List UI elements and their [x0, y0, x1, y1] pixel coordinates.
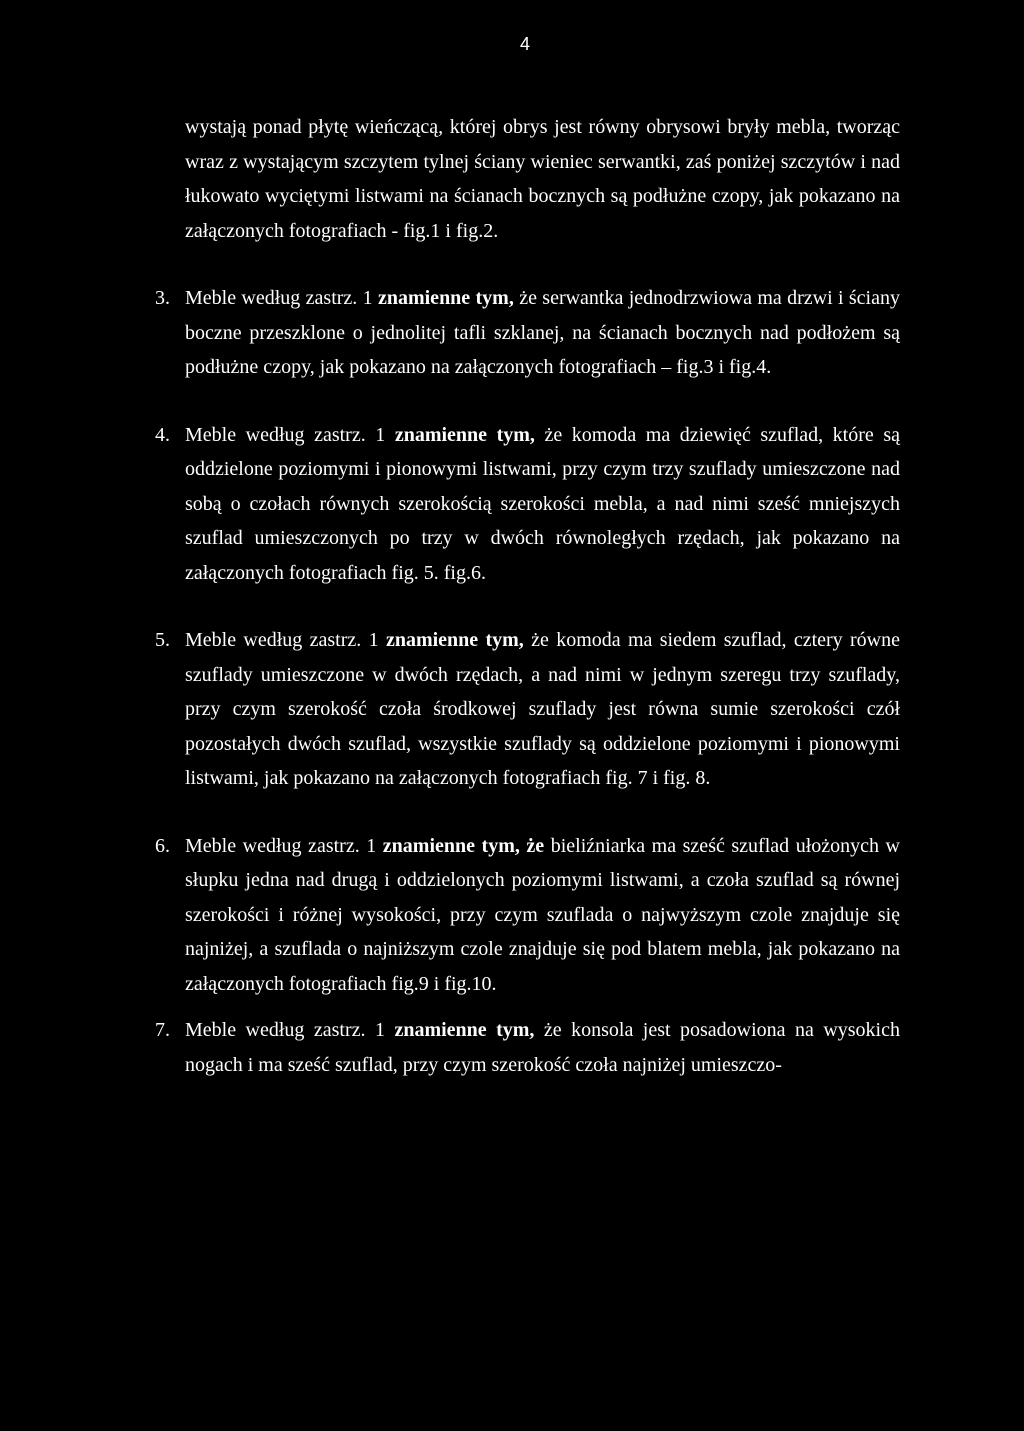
claim-emphasis: znamienne tym,: [394, 1019, 535, 1041]
claim-emphasis: znamienne tym,: [394, 423, 535, 446]
claim-text: że serwantka jednodrzwiowa ma drzwi i ściany boczne przeszklone o jednolitej tafli szklanej, na ścianach bocznych nad podłożem są podłużne czopy, jak pokazano na załączonych fotografiach – fig.3 i fig.4.: [185, 287, 900, 378]
claim-emphasis: znamienne tym, że: [382, 834, 545, 857]
claim-lead: Meble według zastrz. 1: [185, 423, 395, 446]
claim-text: że konsola jest posadowiona na wysokich nogach i ma sześć szuflad, przy czym szerokość czoła najniżej umieszczo-: [185, 1019, 900, 1076]
claim-text: bieliźniarka ma sześć szuflad ułożonych w słupku jedna nad drugą i oddzielonych poziomymi listwami, a czoła szuflad są równej szerokości i różnej wysokości, przy czym szuflada o najwyższym czole znajduje się najniżej, a szuflada o najniższym czole znajduje się pod blatem mebla, jak pokazano na załączonych fotografiach fig.9 i fig.10.: [185, 834, 900, 995]
claim-7: [155, 1013, 900, 1082]
claim-number: 3.: [155, 287, 170, 309]
claim-number: 4.: [155, 423, 170, 446]
claim-emphasis: znamienne tym,: [385, 629, 524, 651]
claim-text: że komoda ma siedem szuflad, cztery równe szuflady umieszczone w dwóch rzędach, a nad nimi w jednym szeregu trzy szuflady, przy czym szerokość czoła środkowej szuflady jest równa sumie szerokości czół pozostałych dwóch szuflad, wszystkie szuflady są oddzielone poziomymi i pionowymi listwami, jak pokazano na załączonych fotografiach fig. 7 i fig. 8.: [185, 629, 900, 789]
claim-2-continuation: [185, 110, 900, 248]
claim-lead: Meble według zastrz. 1: [185, 287, 378, 309]
claim-text: że komoda ma dziewięć szuflad, które są oddzielone poziomymi i pionowymi listwami, przy czym trzy szuflady umieszczone nad sobą o czołach równych szerokością szerokości mebla, a nad nimi sześć mniejszych szuflad umieszczonych po trzy w dwóch równoległych rzędach, jak pokazano na załączonych fotografiach fig. 5. fig.6.: [185, 423, 900, 584]
claim-lead: Meble według zastrz. 1: [185, 1019, 395, 1041]
claim-text: wystają ponad płytę wieńczącą, której obrys jest równy obrysowi bryły mebla, tworząc wraz z wystającym szczytem tylnej ściany wieniec serwantki, zaś poniżej szczytów i nad łukowato wyciętymi listwami na ścianach bocznych są podłużne czopy, jak pokazano na załączonych fotografiach - fig.1 i fig.2.: [185, 116, 900, 242]
claim-lead: Meble według zastrz. 1: [185, 834, 383, 857]
claim-6: [155, 829, 900, 1002]
claims-text: [155, 110, 900, 1082]
claim-number: 7.: [155, 1019, 170, 1041]
claim-lead: Meble według zastrz. 1: [185, 629, 386, 651]
claim-5: [155, 623, 900, 796]
claim-number: 5.: [155, 629, 170, 651]
claim-3: [155, 281, 900, 385]
page-number: 4: [519, 34, 530, 54]
claim-emphasis: znamienne tym,: [377, 287, 514, 309]
claim-number: 6.: [155, 834, 170, 857]
claim-4: [155, 418, 900, 591]
